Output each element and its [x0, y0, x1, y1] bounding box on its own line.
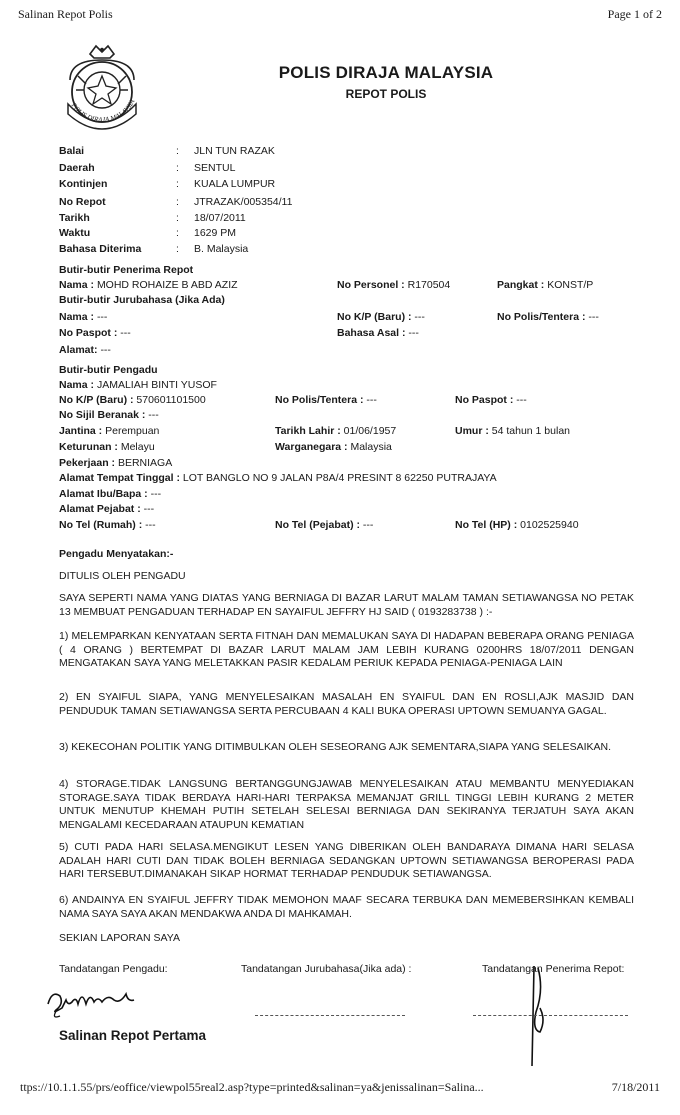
interpreter-kp-value: ---	[414, 311, 425, 323]
receiver-pangkat-label: Pangkat :	[497, 279, 545, 291]
interpreter-section-title: Butir-butir Jurubahasa (Jika Ada)	[59, 294, 225, 306]
complainant-telpejabat-value: ---	[362, 519, 374, 531]
complainant-warganegara-label: Warganegara :	[275, 441, 348, 453]
complainant-paspot-value: ---	[516, 394, 527, 406]
info-label-bahasa: Bahasa Diterima	[59, 243, 142, 255]
complainant-pekerjaan-value: BERNIAGA	[117, 457, 173, 469]
complainant-ibubapa-value: ---	[150, 488, 162, 500]
complainant-pejabat-field	[59, 503, 154, 515]
info-value-kontinjen: KUALA LUMPUR	[194, 178, 276, 190]
print-header-title: Salinan Repot Polis	[18, 7, 113, 21]
interpreter-bahasa-field	[337, 327, 419, 339]
complainant-lahir-value: 01/06/1957	[343, 425, 397, 437]
complainant-pejabat-value: ---	[143, 503, 155, 515]
complainant-telrumah-value: ---	[145, 519, 156, 531]
info-value-tarikh: 18/07/2011	[194, 212, 246, 224]
signature-label-receiver: Tandatangan Penerima Repot:	[482, 963, 625, 975]
print-footer-date: 7/18/2011	[611, 1080, 660, 1094]
info-colon: :	[176, 162, 179, 174]
complainant-keturunan-field	[59, 441, 155, 453]
signature-label-interpreter: Tandatangan Jurubahasa(Jika ada) :	[241, 963, 412, 975]
complainant-name-field	[59, 379, 217, 391]
interpreter-kp-label: No K/P (Baru) :	[337, 311, 412, 323]
signature-label-complainant: Tandatangan Pengadu:	[59, 963, 168, 975]
info-colon: :	[176, 212, 179, 224]
receiver-pangkat-field	[497, 279, 593, 291]
info-colon: :	[176, 227, 179, 239]
complainant-section-title: Butir-butir Pengadu	[59, 364, 158, 376]
complainant-kp-field	[59, 394, 206, 406]
interpreter-polis-value: ---	[588, 311, 599, 323]
complainant-telrumah-field	[59, 519, 156, 531]
complainant-ibubapa-label: Alamat Ibu/Bapa :	[59, 488, 148, 500]
interpreter-bahasa-label: Bahasa Asal :	[337, 327, 406, 339]
info-label-tarikh: Tarikh	[59, 212, 90, 224]
info-colon: :	[176, 243, 179, 255]
info-label-no-repot: No Repot	[59, 196, 106, 208]
interpreter-alamat-field	[59, 344, 111, 356]
complainant-name-value: JAMALIAH BINTI YUSOF	[96, 379, 217, 391]
receiver-pangkat-value: KONST/P	[547, 279, 594, 291]
complainant-alamat-label: Alamat Tempat Tinggal :	[59, 472, 180, 484]
print-page-number: Page 1 of 2	[607, 7, 662, 21]
interpreter-polis-label: No Polis/Tentera :	[497, 311, 586, 323]
complainant-lahir-field	[275, 425, 396, 437]
complainant-polis-field	[275, 394, 377, 406]
complainant-warganegara-field	[275, 441, 392, 453]
receiver-section-title: Butir-butir Penerima Repot	[59, 264, 194, 276]
interpreter-name-value: ---	[96, 311, 108, 323]
complainant-telpejabat-field	[275, 519, 373, 531]
complainant-telhp-value: 0102525940	[520, 519, 579, 531]
document-subtitle: REPOT POLIS	[345, 87, 427, 101]
complainant-pekerjaan-label: Pekerjaan :	[59, 457, 116, 469]
complainant-ibubapa-field	[59, 488, 161, 500]
complainant-pekerjaan-field	[59, 457, 172, 469]
info-label-daerah: Daerah	[59, 162, 95, 174]
signature-line-interpreter	[255, 1015, 405, 1016]
info-value-no-repot: JTRAZAK/005354/11	[194, 196, 293, 208]
info-value-bahasa: B. Malaysia	[194, 243, 249, 255]
complainant-paspot-label: No Paspot :	[455, 394, 514, 406]
statement-written-by: DITULIS OLEH PENGADU	[59, 570, 186, 582]
complainant-kp-value: 570601101500	[136, 394, 206, 406]
complainant-jantina-field	[59, 425, 159, 437]
complainant-paspot-field	[455, 394, 527, 406]
info-colon: :	[176, 145, 179, 157]
info-label-waktu: Waktu	[59, 227, 91, 239]
info-value-waktu: 1629 PM	[194, 227, 237, 239]
complainant-kp-label: No K/P (Baru) :	[59, 394, 134, 406]
receiver-name-label: Nama :	[59, 279, 95, 291]
info-colon: :	[176, 196, 179, 208]
statement-paragraph-5: 5) CUTI PADA HARI SELASA.MENGIKUT LESEN YANG DIBERIKAN OLEH BANDARAYA DIMANA HARI SELASA ADALAH HARI CUTI DAN TIDAK BOLEH BERNIAGA SEDANGKAN UPTOWN SETIAWANGSA BEROPERASI PADA HARI TERSEBUT.DIMANAKAH SIKAP HORMAT TERHADAP PENDUDUK SETIAWANGSA.	[59, 841, 634, 880]
complainant-telhp-label: No Tel (HP) :	[455, 519, 518, 531]
statement-paragraph-intro: SAYA SEPERTI NAMA YANG DIATAS YANG BERNIAGA DI BAZAR LARUT MALAM TAMAN SETIAWANGSA NO PETAK 13 MEMBUAT PENGADUAN TERHADAP EN SAYAIFUL JEFFRY HJ SAID ( 0193283738 ) :-	[59, 592, 634, 618]
receiver-personel-field	[337, 279, 450, 291]
crest-banner-text: POLIS DIRAJA MALAYSIA	[69, 98, 137, 124]
statement-paragraph-1: 1) MELEMPARKAN KENYATAAN SERTA FITNAH DAN MEMALUKAN SAYA DI HADAPAN BEBERAPA ORANG PENIAGA ( 4 ORANG ) BERTEMPAT DI BAZAR LARUT MALAM JAM LEBIH KURANG 0200HRS 18/07/2011 DENGAN MENGATAKAN SAYA YANG MELETAKKAN PASIR KEDALAM PERIUK KEPADA PENIAGA-PENIAGA LAIN	[59, 630, 634, 669]
document-title: POLIS DIRAJA MALAYSIA	[278, 63, 494, 82]
receiver-personel-value: R170504	[407, 279, 451, 291]
complainant-warganegara-value: Malaysia	[350, 441, 392, 453]
complainant-telrumah-label: No Tel (Rumah) :	[59, 519, 143, 531]
complainant-umur-value: 54 tahun 1 bulan	[491, 425, 571, 437]
interpreter-name-field	[59, 311, 107, 323]
interpreter-bahasa-value: ---	[408, 327, 419, 339]
interpreter-kp-field	[337, 311, 425, 323]
complainant-umur-label: Umur :	[455, 425, 489, 437]
interpreter-polis-field	[497, 311, 599, 323]
statement-paragraph-3: 3) KEKECOHAN POLITIK YANG DITIMBULKAN OLEH SESEORANG AJK SEMENTARA,SIAPA YANG SELESAIKAN.	[59, 741, 611, 753]
info-label-balai: Balai	[59, 145, 85, 157]
complainant-umur-field	[455, 425, 570, 437]
complainant-name-label: Nama :	[59, 379, 95, 391]
receiver-name-field	[59, 279, 238, 291]
complainant-keturunan-value: Melayu	[120, 441, 155, 453]
statement-paragraph-2: 2) EN SYAIFUL SIAPA, YANG MENYELESAIKAN MASALAH EN SYAIFUL DAN EN ROSLI,AJK MASJID DAN PENDUDUK TAMAN SETIAWANGSA SERTA PERCUBAAN 4 KALI BUKA OPERASI UPTOWN SEMUANYA GAGAL.	[59, 691, 634, 717]
info-label-kontinjen: Kontinjen	[59, 178, 108, 190]
complainant-polis-label: No Polis/Tentera :	[275, 394, 364, 406]
complainant-jantina-label: Jantina :	[59, 425, 103, 437]
complainant-alamat-field	[59, 472, 497, 484]
info-value-balai: JLN TUN RAZAK	[194, 145, 275, 157]
statement-paragraph-6: 6) ANDAINYA EN SYAIFUL JEFFRY TIDAK MEMOHON MAAF SECARA TERBUKA DAN MEMEBERSIHKAN KEMBALI NAMA SAYA SAYA AKAN MENDAKWA ANDA DI MAHKAMAH.	[59, 894, 634, 920]
complainant-signature	[30, 982, 180, 1022]
interpreter-alamat-value: ---	[100, 344, 111, 356]
complainant-telpejabat-label: No Tel (Pejabat) :	[275, 519, 360, 531]
complainant-keturunan-label: Keturunan :	[59, 441, 118, 453]
complainant-alamat-value: LOT BANGLO NO 9 JALAN P8A/4 PRESINT 8 62250 PUTRAJAYA	[182, 472, 497, 484]
complainant-pejabat-label: Alamat Pejabat :	[59, 503, 141, 515]
complainant-jantina-value: Perempuan	[105, 425, 160, 437]
statement-paragraph-4: 4) STORAGE.TIDAK LANGSUNG BERTANGGUNGJAWAB MENYELESAIKAN ATAU MEMBANTU MENYEDIAKAN STORAGE.SAYA TIDAK BERDAYA HARI-HARI TERPAKSA MEMANJAT GRILL TINGGI LEBIH KURANG 2 METER UNTUK MENUTUP KHEMAH PUTIH SETELAH SELESAI BERNIAGA DAN SEKIRANYA TERJATUH SAYA AKAN MENGALAMI KECEDARAAN ATAUPUN KEMATIAN	[59, 778, 634, 831]
interpreter-paspot-label: No Paspot :	[59, 327, 118, 339]
info-colon: :	[176, 178, 179, 190]
first-copy-label: Salinan Repot Pertama	[59, 1028, 207, 1043]
interpreter-paspot-field	[59, 327, 131, 339]
complainant-sijil-value: ---	[148, 409, 159, 421]
interpreter-alamat-label: Alamat:	[59, 344, 98, 356]
print-footer-url: ttps://10.1.1.55/prs/eoffice/viewpol55real2.asp?type=printed&salinan=ya&jenissalinan=Salina...	[20, 1080, 484, 1094]
complainant-polis-value: ---	[366, 394, 377, 406]
statement-closing: SEKIAN LAPORAN SAYA	[59, 932, 180, 944]
complainant-telhp-field	[455, 519, 579, 531]
complainant-lahir-label: Tarikh Lahir :	[275, 425, 341, 437]
signature-line-receiver	[473, 1015, 628, 1016]
complainant-sijil-label: No Sijil Beranak :	[59, 409, 146, 421]
complainant-sijil-field	[59, 409, 159, 421]
receiver-personel-label: No Personel :	[337, 279, 405, 291]
interpreter-paspot-value: ---	[120, 327, 131, 339]
interpreter-name-label: Nama :	[59, 311, 95, 323]
statement-title: Pengadu Menyatakan:-	[59, 548, 174, 560]
receiver-name-value: MOHD ROHAIZE B ABD AZIZ	[96, 279, 238, 291]
info-value-daerah: SENTUL	[194, 162, 236, 174]
